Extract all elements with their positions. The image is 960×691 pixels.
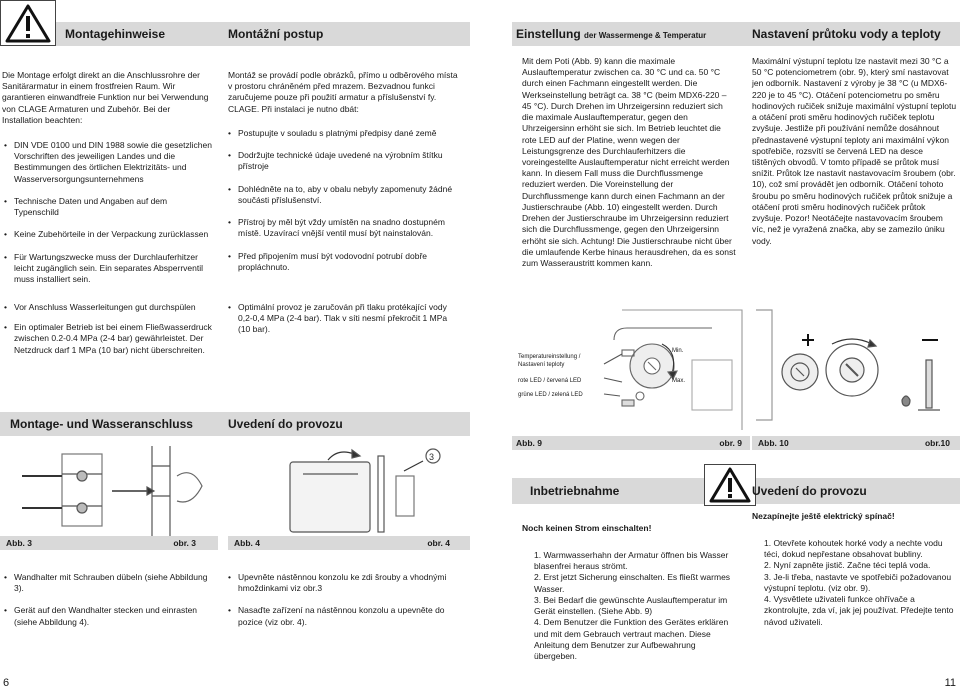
caption-figure-10 [752, 436, 960, 450]
caption-abb9: Abb. 9 [516, 438, 542, 448]
figure-wall-bracket-mounting [2, 446, 212, 536]
cz-steps-list [228, 572, 460, 639]
header-bar-montage-wasser [0, 412, 470, 436]
list-item: • Für Wartungszwecke muss der Durchlauferhitzer leicht zugänglich sein. Ein separates Absperrventil muss installiert sein. [4, 252, 212, 286]
caption-abb10: Abb. 10 [758, 438, 789, 448]
cz-bullet-list-2 [228, 302, 460, 347]
list-item: 2. Erst jetzt Sicherung einschalten. Es fließt warmes Wasser. [534, 572, 731, 594]
list-item: 1. Otevřete kohoutek horké vody a nechte vodu téci, dokud nepřestane obsahovat bubliny. [764, 538, 943, 560]
list-item: • Optimální provoz je zaručován při tlaku protékající vody 0,2-0,4 MPa (2-4 bar). Tlak v síti nesmí překročit 1 MPa (10 bar). [228, 302, 460, 336]
caption-obr3: obr. 3 [173, 538, 196, 548]
list-item: • Technische Daten und Angaben auf dem Typenschild [4, 196, 212, 218]
caption-obr9: obr. 9 [719, 438, 742, 448]
list-item: • Postupujte v souladu s platnými předpisy dané země [228, 128, 460, 139]
de-intro: Die Montage erfolgt direkt an die Anschlussrohre der Sanitärarmatur in einem frostfreien Raum. Wir garantieren einwandfreie Funktion nur bei Verwendung von CLAGE Armaturen und Zubehör. Bei der Installation beachten: [2, 70, 209, 125]
section-title-montazni-postup: Montážní postup [228, 27, 324, 41]
page-number-left: 6 [3, 677, 10, 689]
list-item: • DIN VDE 0100 und DIN 1988 sowie die gesetzlichen Vorschriften des jeweiligen Landes und die Bestimmungen des örtlichen Elektrizitäts- und Wasserversorgungsunternehmens [4, 140, 212, 185]
cz-intro: Montáž se provádí podle obrázků, přímo u odběrového místa v prostoru chráněném před mrazem. Bezvadnou funkci zaručujeme pouze při použití armatur a příslušenství fy. CLAGE. Při instalaci je nutno dbát: [228, 70, 458, 114]
section-title-uvedeni-2: Uvedení do provozu [752, 484, 867, 498]
einstellung-main: Einstellung [516, 27, 581, 41]
list-item: 4. Dem Benutzer die Funktion des Gerätes erklären und mit dem Gebrauch vertraut machen. Diese Anleitung dem Benutzer zur Aufbewahrung übergeben. [534, 617, 729, 661]
header-bar-einstellung [512, 22, 960, 46]
caption-figure-3 [0, 536, 218, 550]
caption-obr10: obr.10 [924, 438, 950, 448]
list-item: 3. Je-li třeba, nastavte ve spotřebiči požadovanou výstupní teplotu. (viz obr. 9). [764, 571, 952, 593]
caption-abb3: Abb. 3 [6, 538, 32, 548]
list-item: 3. Bei Bedarf die gewünschte Auslauftemperatur im Gerät einstellen. (Siehe Abb. 9) [534, 594, 728, 617]
page-number-right: 11 [944, 677, 956, 689]
einstellung-sub: der Wassermenge & Temperatur [584, 31, 707, 40]
caption-obr4: obr. 4 [427, 538, 450, 548]
cz-uvedeni-list [752, 538, 958, 628]
section-title-montage-wasser: Montage- und Wasseranschluss [10, 417, 193, 431]
cz-bullet-list [228, 128, 460, 284]
list-item: • Gerät auf den Wandhalter stecken und einrasten (siehe Abbildung 4). [4, 605, 212, 627]
caption-figure-4 [228, 536, 470, 550]
list-item: • Vor Anschluss Wasserleitungen gut durchspülen [4, 302, 212, 313]
list-item: • Před připojením musí být vodovodní potrubí dobře propláchnuto. [228, 251, 460, 273]
list-item: • Dohlédněte na to, aby v obalu nebyly zapomenuty žádné součásti příslušenství. [228, 184, 460, 206]
list-item: • Upevněte nástěnnou konzolu ke zdi šrouby a vhodnými hmoždinkami viz obr.3 [228, 572, 460, 594]
cz-nastaveni-text: Maximální výstupní teplotu lze nastavit mezi 30 °C a 50 °C potenciometrem (obr. 9), který smí nastavovat jen odborník. Nastavení z výroby je 38 °C (u MDX6-220 je to 45 °C). Otáčení potenciometru po směru hodinových ručiček snižuje maximální výstupní teplotu a otáčení proti směru hodinových ručiček teplotu zvyšuje. Jestliže při používání nemůže dosáhnout přednastavené výstupní teploty ani maximální výkon spotřebiče, rozsvítí se červená LED na desce tištěných obvodů. V tomto případě se průtok musí snížit. Průtok lze nastavit nastavovacím šroubem (obr. 10), což smí provádět jen odborník. Otáčení tohoto šroubu po směru hodinových ručiček průtok snižuje a otáčení proti směru hodinových ručiček průtok zvyšuje. Pozor! Neotáčejte nastavovacím šroubem víc, než je vyražená značka, aby se zamezilo úniku vody. [752, 56, 957, 246]
label-green-led: grüne LED / zelená LED [518, 392, 583, 398]
svg-text:3: 3 [429, 452, 435, 462]
de-einstellung-text: Mit dem Poti (Abb. 9) kann die maximale Auslauftemperatur zwischen ca. 30 °C und ca. 50 °C durch einen Fachmann eingestellt werden. Die Werkseinstellung beträgt ca. 38 °C (beim MDX6-220 – 45 °C). Durch Drehen im Uhrzeigersinn reduziert sich die maximale Auslauftemperatur, gegen den Uhrzeigersinn erhöht sie sich. Im Betrieb leuchtet die rote LED auf der Platine, wenn wegen der Leistungsgrenze des Durchlauferhitzers die voreingestellte Auslauftemperatur nicht erreicht werden kann. In diesem Fall muss die Durchflussmenge reduziert werden. Die Voreinstellung der Durchflussmenge kann durch einen Fachmann an der Justierschraube (Abb. 10) eingestellt werden. Durch Drehen der Justierschraube im Uhrzeigersinn reduziert sich die Durchflussmenge, gegen den Uhrzeigersinn erhöht sie sich. Achtung! Die Justierschraube nicht über die umlaufende Kerbe hinaus herausdrehen, da es sonst zum Wasseraustritt kommen kann. [522, 56, 736, 268]
section-title-einstellung [516, 22, 706, 48]
header-bar-inbetriebnahme [512, 478, 960, 504]
de-bullet-list [4, 140, 212, 296]
label-red-led: rote LED / červená LED [518, 378, 582, 384]
list-item: • Wandhalter mit Schrauben dübeln (siehe Abbildung 3). [4, 572, 212, 594]
list-item: • Přístroj by měl být vždy umístěn na snadno dostupném místě. Uzavírací vnější ventil musí být nainstalován. [228, 217, 460, 239]
header-bar-montagehinweise [0, 22, 470, 46]
de-bullet-list-2 [4, 302, 212, 365]
list-item: • Keine Zubehörteile in der Verpackung zurücklassen [4, 229, 212, 240]
section-title-nastaveni: Nastavení průtoku vody a teploty [752, 27, 941, 41]
cz-uvedeni-warning: Nezapínejte ještě elektrický spínač! [752, 511, 895, 521]
list-item: • Nasaďte zařízení na nástěnnou konzolu a upevněte do pozice (viz obr. 4). [228, 605, 460, 627]
figure-mount-device [228, 446, 460, 536]
section-title-inbetriebnahme: Inbetriebnahme [530, 484, 620, 498]
figure-adjusting-screw [752, 300, 960, 434]
de-steps-list [4, 572, 212, 639]
caption-abb4: Abb. 4 [234, 538, 260, 548]
list-item: • Ein optimaler Betrieb ist bei einem Fließwasserdruck zwischen 0.2-0.4 MPa (2-4 bar) gewährleistet. Der Netzdruck darf 1 MPa (10 bar) nicht überschreiten. [4, 322, 212, 356]
caption-figure-9 [512, 436, 750, 450]
warning-triangle-icon [0, 0, 56, 46]
section-title-montagehinweise: Montagehinweise [65, 27, 166, 41]
list-item: • Dodržujte technické údaje uvedené na výrobním štítku přístroje [228, 150, 460, 172]
de-inbetrieb-list [522, 550, 736, 662]
list-item: 1. Warmwasserhahn der Armatur öffnen bis Wasser blasenfrei heraus strömt. [534, 550, 729, 572]
label-min: Min. [672, 348, 684, 354]
warning-triangle-icon [704, 464, 756, 506]
list-item: 2. Nyní zapněte jistič. Začne téci teplá voda. [764, 560, 931, 571]
label-max: Max. [672, 378, 686, 384]
list-item: 4. Vysvětlete uživateli funkce ohřívače a zkontrolujte, zda ví, jak jej používat. Předejte tento návod uživateli. [764, 594, 954, 627]
label-temperature-setting: Temperatureinstellung / Nastavení teploty [518, 354, 581, 368]
figure-potentiometer [512, 300, 750, 434]
de-inbetrieb-warning: Noch keinen Strom einschalten! [522, 523, 652, 533]
section-title-uvedeni: Uvedení do provozu [228, 417, 343, 431]
